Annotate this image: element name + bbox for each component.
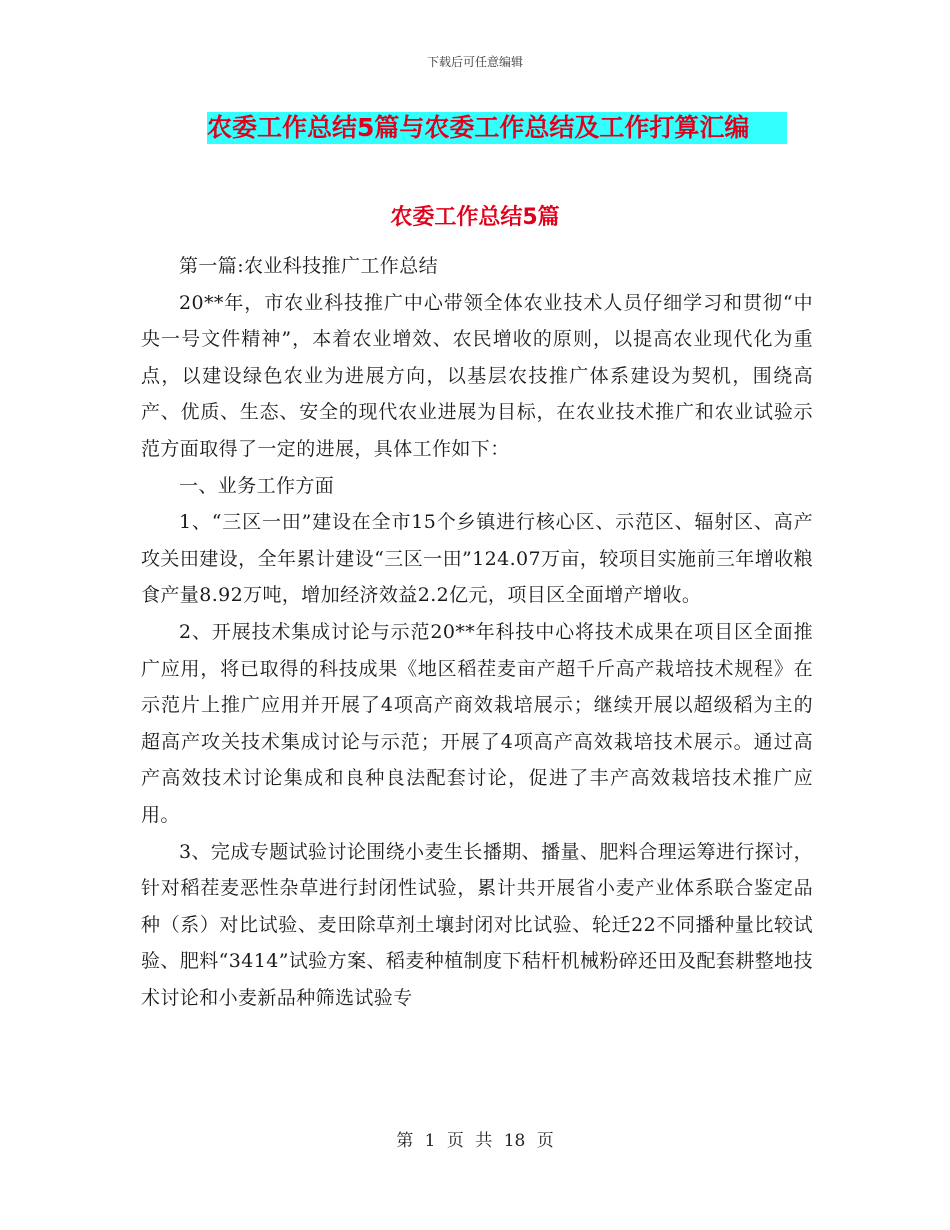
page-footer: 第 1 页 共 18 页 (396, 1131, 554, 1151)
paragraph-heading: 一、业务工作方面 (179, 474, 335, 497)
paragraph: 2、开展技术集成讨论与示范20**年科技中心将技术成果在项目区全面推广应用，将已取得的科技成果《地区稻茬麦亩产超千斤高产栽培技术规程》在示范片上推广应用并开展了4项高产商效栽培展示；继续开展以超级稻为主的超高产攻关技术集成讨论与示范；开展了4项高产高效栽培技术展示。通过高产高效技术讨论集成和良种良法配套讨论，促进了丰产高效栽培技术推广应用。 (141, 620, 813, 826)
header-note: 下载后可任意编辑 (426, 55, 523, 69)
paragraph: 20**年，市农业科技推广中心带领全体农业技术人员仔细学习和贯彻“中央一号文件精神”，本着农业增效、农民增收的原则，以提高农业现代化为重点，以建设绿色农业为进展方向，以基层农技推广体系建设为契机，围绕高产、优质、生态、安全的现代农业进展为目标，在农业技术推广和农业试验示范方面取得了一定的进展，具体工作如下： (141, 291, 813, 460)
paragraph-heading: 第一篇:农业科技推广工作总结 (179, 255, 439, 277)
section-title: 农委工作总结5篇 (390, 205, 560, 230)
paragraph: 1、“三区一田”建设在全市15个乡镇进行核心区、示范区、辐射区、高产攻关田建设，全年累计建设“三区一田”124.07万亩，较项目实施前三年增收粮食产量8.92万吨，增加经济效益2.2亿元，项目区全面增产增收。 (141, 511, 813, 607)
document-body (141, 248, 813, 1016)
paragraph: 3、完成专题试验讨论围绕小麦生长播期、播量、肥料合理运筹进行探讨，针对稻茬麦恶性杂草进行封闭性试验，累计共开展省小麦产业体系联合鉴定品种（系）对比试验、麦田除草剂土壤封闭对比试验、轮迁22不同播种量比较试验、肥料“3414”试验方案、稻麦种植制度下秸杆机械粉碎还田及配套耕整地技术讨论和小麦新品种筛选试验专 (141, 840, 813, 1009)
document-main-title: 农委工作总结5篇与农委工作总结及工作打算汇编 (207, 112, 787, 144)
